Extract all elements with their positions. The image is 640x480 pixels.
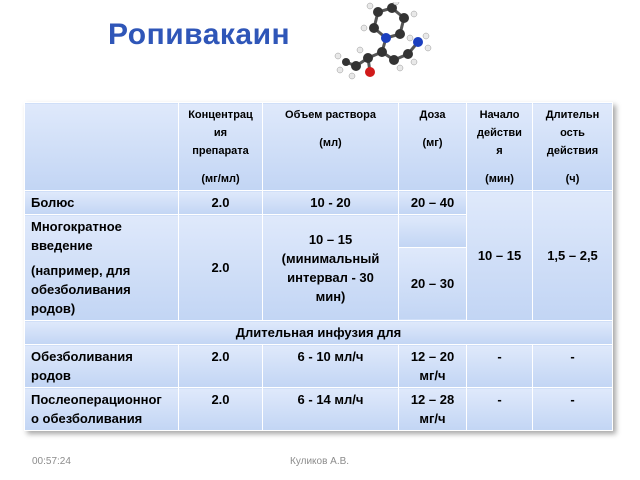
row-label-bolus: Болюс	[25, 191, 179, 215]
cell-bolus-concentration: 2.0	[179, 191, 263, 215]
cell-labor-concentration: 2.0	[179, 345, 263, 388]
footer-author: Куликов А.В.	[290, 456, 350, 467]
postop-dose-line: 12 – 28	[410, 392, 455, 407]
cell-shared-onset: 10 – 15	[467, 191, 533, 321]
cell-repeated-volume	[263, 215, 399, 321]
header-dose-unit: (мг)	[422, 137, 443, 149]
labor-label-line: родов	[31, 368, 71, 383]
repeated-sublabel-line: (например, для	[31, 263, 131, 278]
infusion-section-header: Длительная инфузия для	[25, 321, 613, 345]
repeated-volume-sub: интервал - 30	[287, 269, 374, 285]
repeated-volume-sub: мин)	[315, 288, 346, 304]
table-row-postop	[25, 388, 613, 431]
table-row-bolus	[25, 191, 613, 215]
header-onset-line: я	[496, 145, 503, 157]
cell-postop-onset: -	[467, 388, 533, 431]
header-duration-line: действия	[546, 145, 599, 157]
header-concentration-line: ия	[213, 127, 228, 139]
repeated-sublabel-line: обезболивания	[31, 282, 131, 297]
header-duration-unit: (ч)	[565, 173, 580, 185]
row-label-postop	[25, 388, 179, 431]
labor-dose-line: мг/ч	[419, 368, 446, 383]
header-volume-unit: (мл)	[319, 137, 342, 149]
cell-labor-onset: -	[467, 345, 533, 388]
repeated-volume-sub: (минимальный	[281, 250, 380, 266]
cell-labor-volume: 6 - 10 мл/ч	[263, 345, 399, 388]
postop-dose-line: мг/ч	[419, 411, 446, 426]
cell-repeated-dose-spacer	[399, 215, 467, 248]
header-concentration-line: Концентрац	[188, 109, 253, 121]
repeated-label-line: введение	[31, 238, 93, 253]
header-onset	[467, 103, 533, 191]
postop-label-line: о обезболивания	[31, 411, 143, 426]
cell-postop-duration: -	[533, 388, 613, 431]
repeated-volume-main: 10 – 15	[308, 231, 353, 247]
header-volume	[263, 103, 399, 191]
labor-dose-line: 12 – 20	[410, 349, 455, 364]
header-duration-line: ость	[560, 127, 585, 139]
cell-shared-duration: 1,5 – 2,5	[533, 191, 613, 321]
header-volume-label: Объем раствора	[285, 109, 376, 121]
header-concentration-line: препарата	[192, 145, 249, 157]
cell-postop-dose	[399, 388, 467, 431]
header-duration	[533, 103, 613, 191]
repeated-sublabel-line: родов)	[31, 301, 76, 316]
labor-label-line: Обезболивания	[31, 349, 133, 364]
header-onset-line: действи	[477, 127, 522, 139]
header-duration-line: Длительн	[545, 109, 600, 121]
header-dose	[399, 103, 467, 191]
row-label-repeated	[25, 215, 179, 321]
header-empty-cell	[25, 103, 179, 191]
cell-labor-duration: -	[533, 345, 613, 388]
cell-bolus-volume: 10 - 20	[263, 191, 399, 215]
cell-postop-volume: 6 - 14 мл/ч	[263, 388, 399, 431]
row-label-labor	[25, 345, 179, 388]
molecule-model-image	[330, 2, 436, 82]
postop-label-line: Послеоперационног	[31, 392, 162, 407]
header-onset-unit: (мин)	[485, 173, 514, 185]
cell-postop-concentration: 2.0	[179, 388, 263, 431]
footer-time: 00:57:24	[32, 456, 71, 467]
header-dose-label: Доза	[419, 109, 446, 121]
cell-bolus-dose: 20 – 40	[399, 191, 467, 215]
table-row-labor	[25, 345, 613, 388]
dosage-table	[24, 102, 613, 431]
repeated-label-line: Многократное	[31, 219, 122, 234]
table-row-infusion-header	[25, 321, 613, 345]
cell-repeated-dose: 20 – 30	[399, 247, 467, 320]
cell-repeated-concentration: 2.0	[179, 215, 263, 321]
slide-title: Ропивакаин	[108, 18, 291, 51]
header-onset-line: Начало	[479, 109, 520, 121]
cell-labor-dose	[399, 345, 467, 388]
table-header-row	[25, 103, 613, 191]
header-concentration	[179, 103, 263, 191]
header-concentration-unit: (мг/мл)	[201, 173, 240, 185]
